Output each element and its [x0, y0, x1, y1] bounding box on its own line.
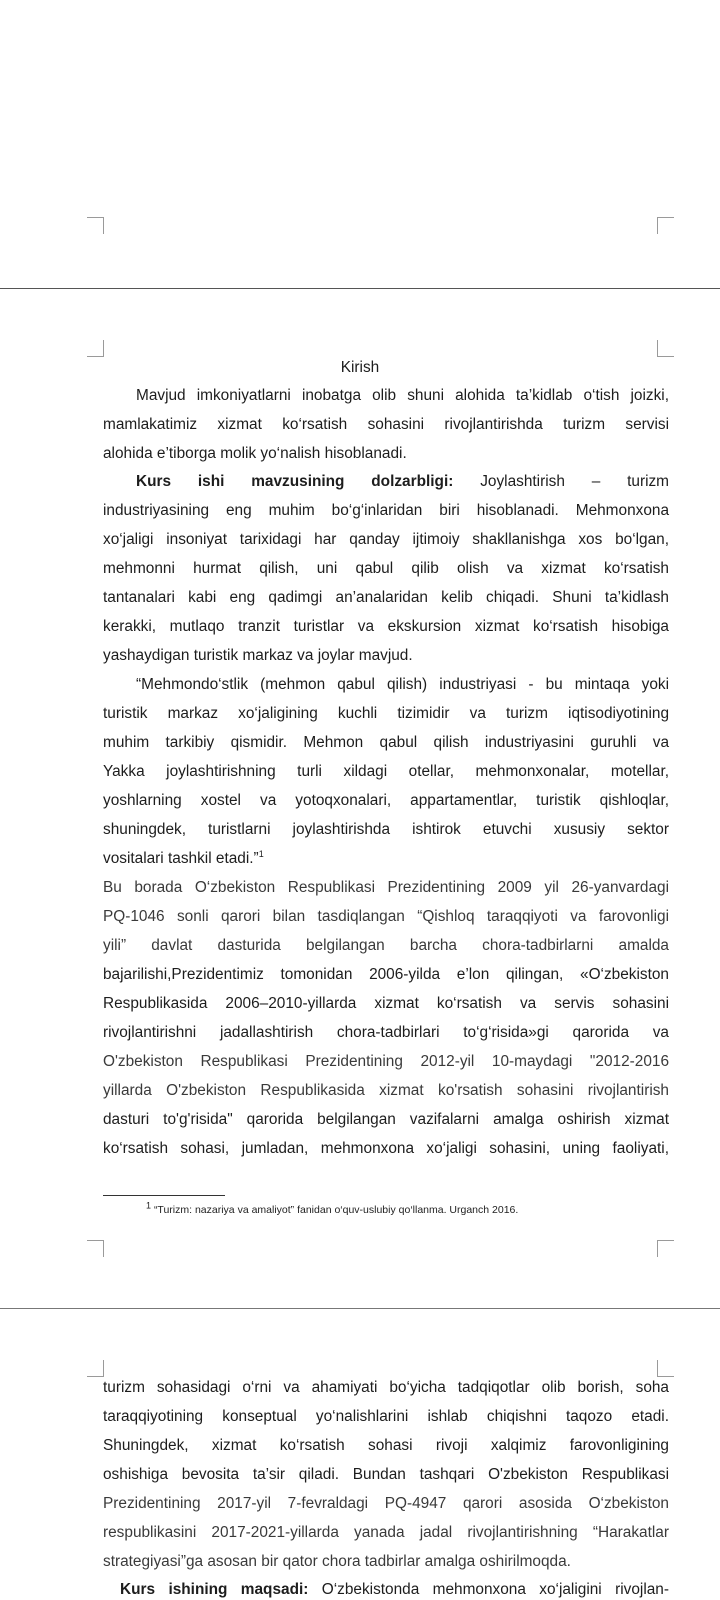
- margin-corner-top-right: [657, 217, 674, 234]
- text-line: [136, 472, 669, 492]
- text-line: PQ-1046 sonli qarori bilan tasdiqlangan “Qishloq taraqqiyoti va farovonligi: [103, 908, 669, 925]
- text-line: tantanalari kabi eng qadimgi an’analaridan kelib chiqadi. Shuni ta’kidlash: [103, 589, 669, 606]
- text-line: rivojlantirishni jadallashtirish chora-tadbirlari to‘g‘risida»gi qarorida va: [103, 1024, 669, 1041]
- footnote-reference[interactable]: 1: [258, 848, 264, 859]
- footnote-separator: [103, 1195, 225, 1196]
- text-line: “Mehmondo‘stlik (mehmon qabul qilish) industriyasi - bu mintaqa yoki: [136, 676, 669, 693]
- text-line: bajarilishi,Prezidentimiz tomonidan 2006-yilda e’lon qilingan, «O‘zbekiston: [103, 966, 669, 983]
- text-line: muhim tarkibiy qismidir. Mehmon qabul qilish industriyasini guruhli va: [103, 734, 669, 751]
- text-line: yili” davlat dasturida belgilangan barcha chora-tadbirlarni amalda: [103, 937, 669, 954]
- footnote-text: “Turizm: nazariya va amaliyot” fanidan o‘quv-uslubiy qo‘llanma. Urganch 2016.: [153, 1204, 519, 1216]
- text-line: Shuningdek, xizmat ko‘rsatish sohasi rivoji xalqimiz farovonligining: [103, 1437, 669, 1454]
- text-line: shuningdek, turistlarni joylashtirishda ishtirok etuvchi xususiy sektor: [103, 821, 669, 838]
- text-span: O‘zbekistonda mehmonxona xo‘jaligini rivojlan-: [308, 1581, 669, 1598]
- text-span: Joylashtirish – turizm: [453, 473, 670, 490]
- text-line: Prezidentining 2017-yil 7-fevraldagi PQ-4947 qarori asosida O‘zbekiston: [103, 1495, 669, 1512]
- margin-corner-bottom-left: [87, 1240, 104, 1257]
- text-line: Bu borada O‘zbekiston Respublikasi Prezidentining 2009 yil 26-yanvardagi: [103, 879, 669, 896]
- text-line: xo‘jaligi insoniyat tarixidagi har qanday ijtimoiy shakllanishga xos bo‘lgan,: [103, 531, 669, 548]
- text-line: O'zbekiston Respublikasi Prezidentining 2012-yil 10-maydagi "2012-2016: [103, 1053, 669, 1070]
- text-line: industriyasining eng muhim bo‘g‘inlaridan biri hisoblanadi. Mehmonxona: [103, 502, 669, 519]
- text-line: [120, 1580, 669, 1600]
- text-line: yoshlarning xostel va yotoqxonalari, appartamentlar, turistik qishloqlar,: [103, 792, 669, 809]
- text-line: turizm sohasidagi o‘rni va ahamiyati bo‘yicha tadqiqotlar olib borish, soha: [103, 1379, 669, 1396]
- text-span: vositalari tashkil etadi.”: [103, 850, 259, 867]
- text-line: Yakka joylashtirishning turli xildagi otellar, mehmonxonalar, motellar,: [103, 763, 669, 780]
- footnote: [146, 1200, 519, 1217]
- text-line: taraqqiyotining konseptual yo‘nalishlarini ishlab chiqishni taqozo etadi.: [103, 1408, 669, 1425]
- section-title: Kirish: [340, 359, 380, 376]
- text-line: [103, 849, 669, 869]
- text-line: yashaydigan turistik markaz va joylar mavjud.: [103, 647, 413, 664]
- page-separator: [0, 288, 720, 289]
- text-line: turistik markaz xo‘jaligining kuchli tizimidir va turizm iqtisodiyotining: [103, 705, 669, 722]
- text-line: Mavjud imkoniyatlarni inobatga olib shuni alohida ta’kidlab o‘tish joizki,: [136, 387, 669, 404]
- text-line: dasturi to'g'risida" qarorida belgilangan vazifalarni amalga oshirish xizmat: [103, 1111, 669, 1128]
- text-line: mamlakatimiz xizmat ko‘rsatish sohasini rivojlantirishda turizm servisi: [103, 416, 669, 433]
- margin-corner-left: [87, 1360, 104, 1377]
- margin-corner-bottom-right: [657, 1240, 674, 1257]
- margin-corner-right: [657, 340, 674, 357]
- text-line: oshishiga bevosita ta’sir qiladi. Bundan tashqari O'zbekiston Respublikasi: [103, 1466, 669, 1483]
- margin-corner-right: [657, 1360, 674, 1377]
- text-line: mehmonni hurmat qilish, uni qabul qilib olish va xizmat ko‘rsatish: [103, 560, 669, 577]
- text-line: strategiyasi”ga asosan bir qator chora tadbirlar amalga oshirilmoqda.: [103, 1553, 571, 1570]
- text-line: alohida e’tiborga molik yo‘nalish hisoblanadi.: [103, 445, 407, 462]
- text-line: Respublikasida 2006–2010-yillarda xizmat ko‘rsatish va servis sohasini: [103, 995, 669, 1012]
- relevance-heading: Kurs ishi mavzusining dolzarbligi:: [136, 473, 454, 490]
- text-line: kerakki, mutlaqo tranzit turistlar va ekskursion xizmat ko‘rsatish hisobiga: [103, 618, 669, 635]
- footnote-number: 1: [146, 1200, 152, 1211]
- text-line: yillarda O'zbekiston Respublikasida xizmat ko'rsatish sohasini rivojlantirish: [103, 1082, 669, 1099]
- text-line: ko‘rsatish sohasi, jumladan, mehmonxona xo‘jaligi sohasini, uning faoliyati,: [103, 1140, 669, 1157]
- goal-heading: Kurs ishining maqsadi:: [120, 1581, 309, 1598]
- margin-corner-left: [87, 340, 104, 357]
- margin-corner-top-left: [87, 217, 104, 234]
- text-line: respublikasini 2017-2021-yillarda yanada jadal rivojlantirishning “Harakatlar: [103, 1524, 669, 1541]
- page-separator: [0, 1308, 720, 1309]
